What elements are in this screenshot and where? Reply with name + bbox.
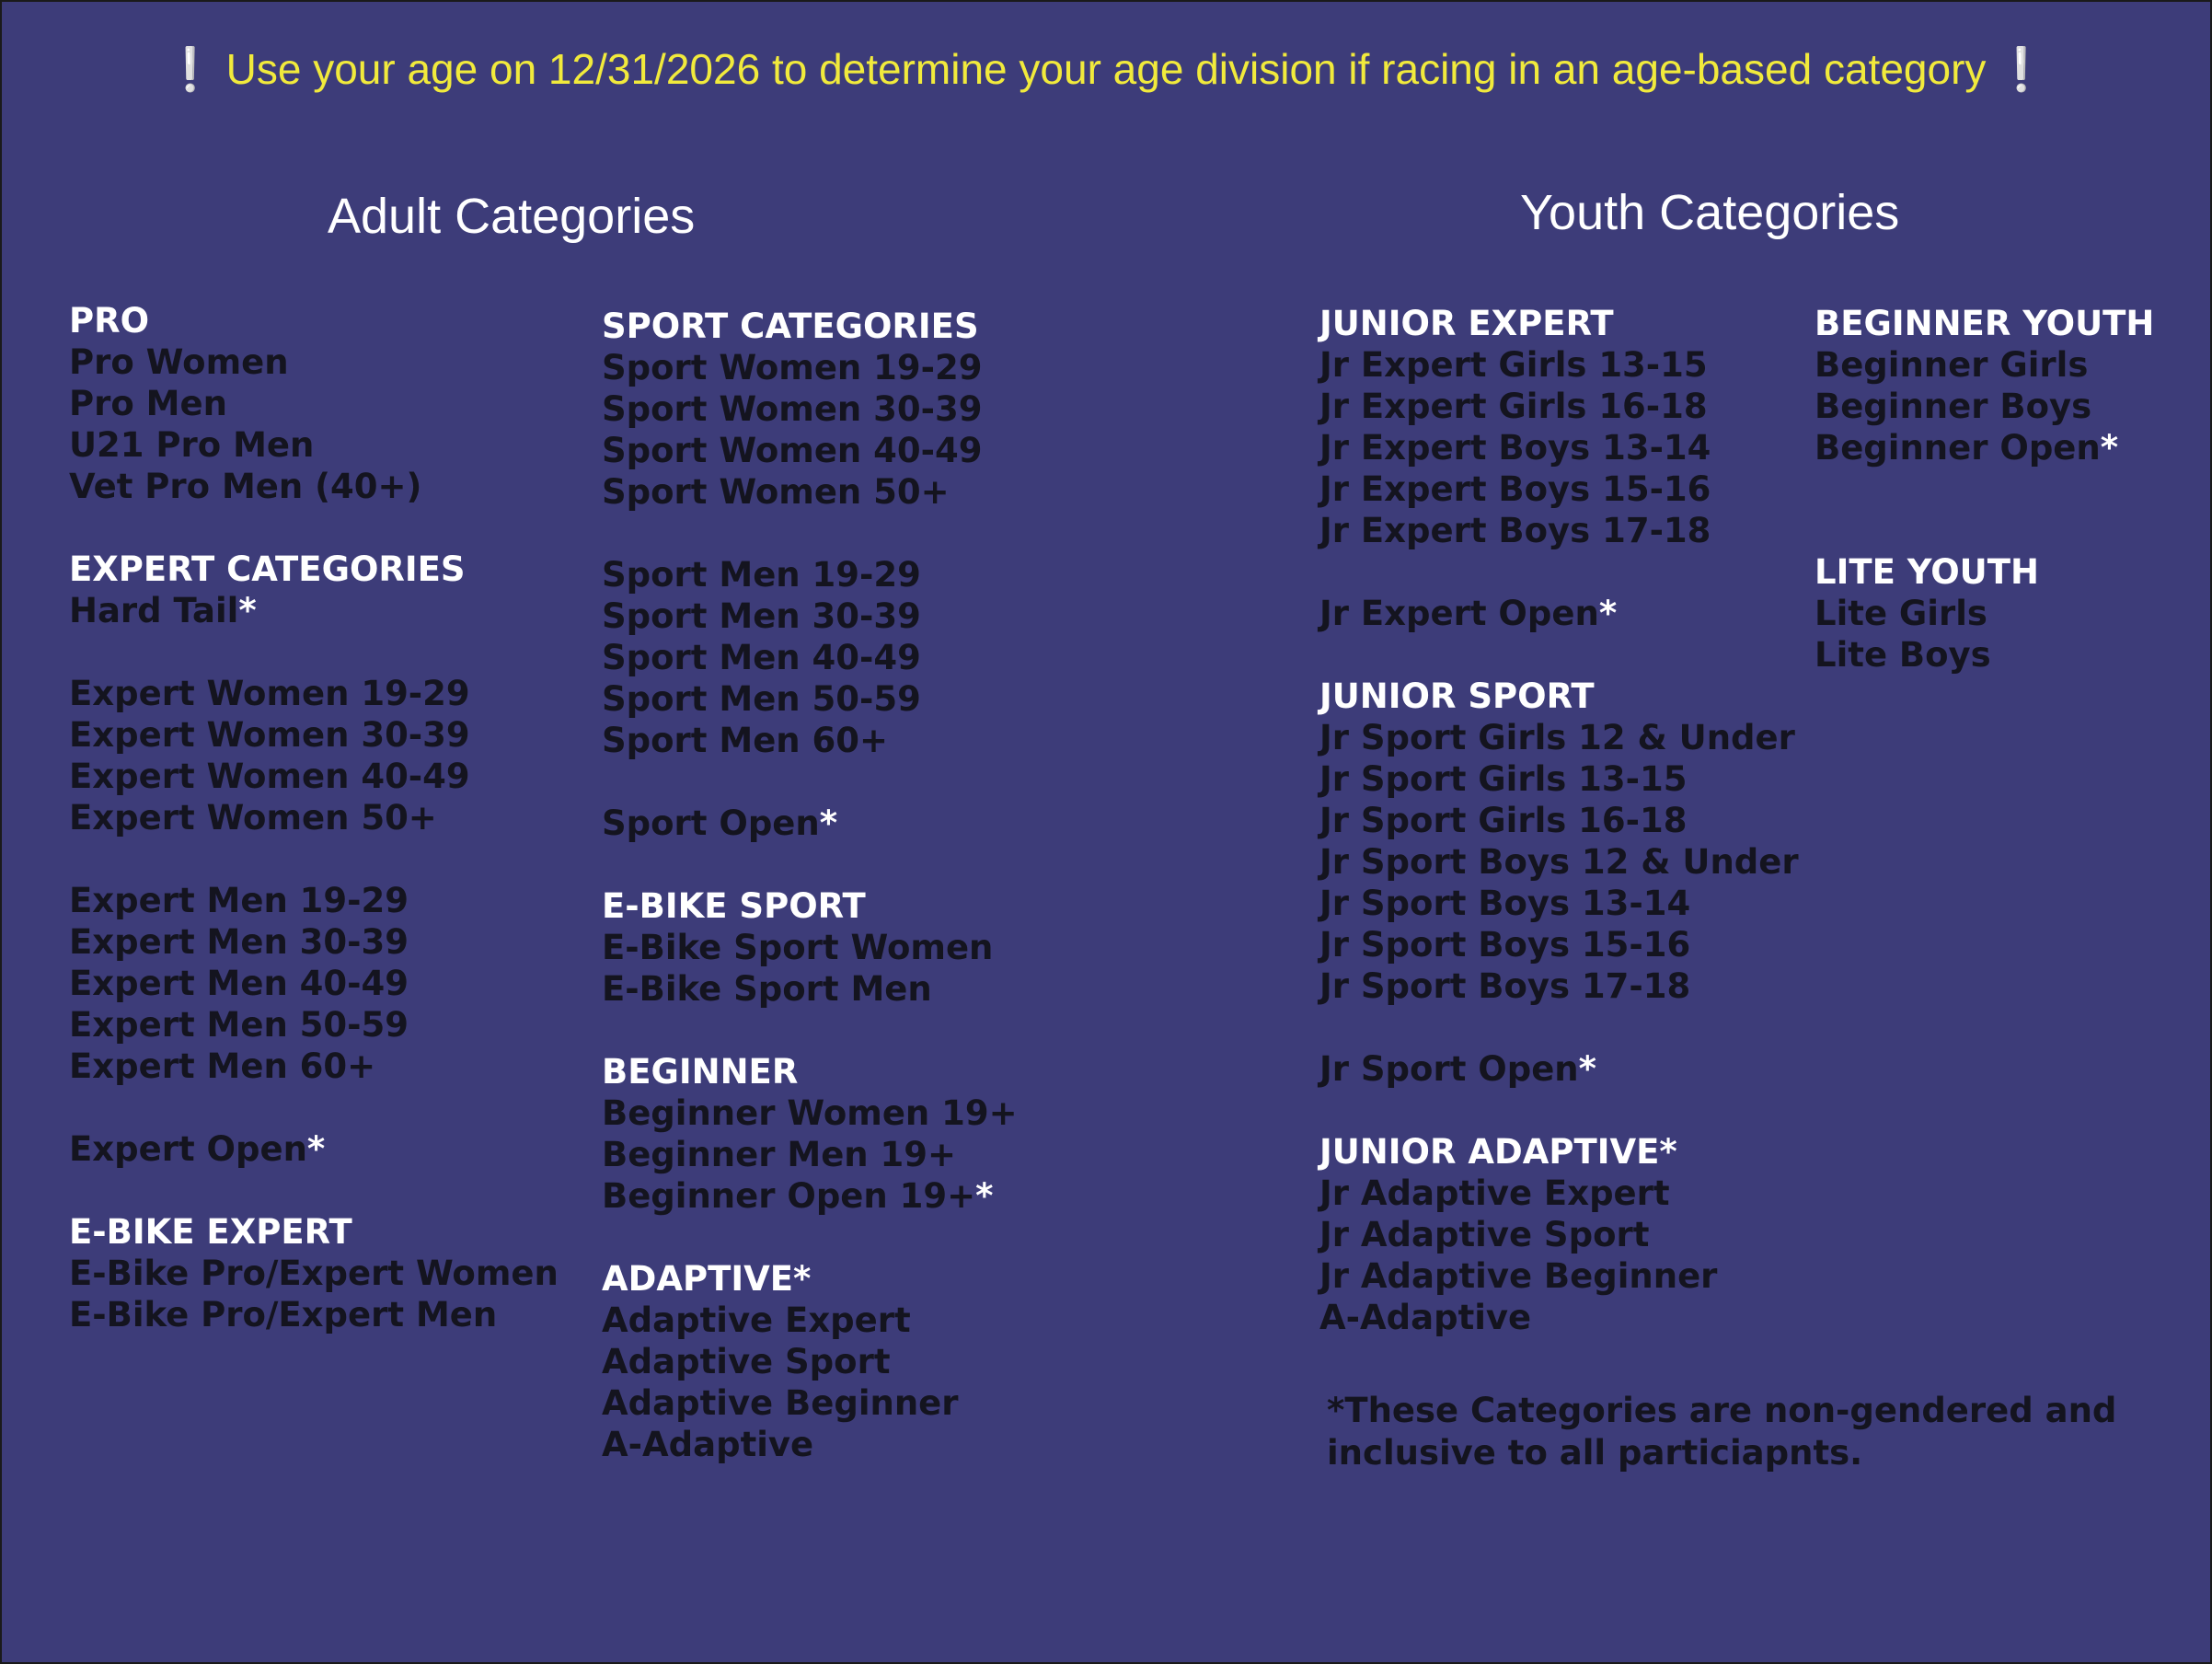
expert-categories-heading: EXPERT CATEGORIES xyxy=(69,549,466,589)
category-item: Sport Men 19-29 xyxy=(602,555,921,595)
category-item: Vet Pro Men (40+) xyxy=(69,467,422,506)
category-item: Expert Women 30-39 xyxy=(69,715,470,755)
category-item: Sport Men 50-59 xyxy=(602,679,921,719)
category-item: Expert Men 40-49 xyxy=(69,964,409,1003)
category-item: Jr Adaptive Sport xyxy=(1319,1215,1650,1254)
category-item: Jr Sport Girls 12 & Under xyxy=(1319,718,1795,757)
category-item: Jr Sport Girls 16-18 xyxy=(1319,801,1688,840)
lite-youth-heading: LITE YOUTH xyxy=(1815,552,2039,592)
category-item: Sport Men 30-39 xyxy=(602,596,921,636)
non-gendered-footnote xyxy=(1327,1390,2116,1474)
youth-column-2 xyxy=(1815,303,2154,676)
category-item: Jr Sport Boys 17-18 xyxy=(1319,966,1691,1006)
category-item: Pro Men xyxy=(69,384,227,423)
beginner-youth-heading: BEGINNER YOUTH xyxy=(1815,304,2155,343)
category-item: E-Bike Pro/Expert Men xyxy=(69,1295,498,1335)
category-item: Hard Tail* xyxy=(69,591,257,630)
category-item: Expert Men 19-29 xyxy=(69,881,409,920)
category-item: Jr Adaptive Expert xyxy=(1319,1173,1670,1213)
category-item: Jr Expert Boys 13-14 xyxy=(1319,428,1711,468)
category-item: Beginner Men 19+ xyxy=(602,1135,956,1174)
category-item: Beginner Boys xyxy=(1815,387,2092,426)
category-item: E-Bike Pro/Expert Women xyxy=(69,1254,559,1293)
exclamation-icon: ❕ xyxy=(1995,45,2048,93)
ebike-expert-heading: E-BIKE EXPERT xyxy=(69,1212,352,1252)
category-item: Jr Expert Boys 15-16 xyxy=(1319,469,1711,509)
category-item: Beginner Girls xyxy=(1815,345,2089,385)
category-item: A-Adaptive xyxy=(1319,1298,1532,1337)
non-gendered-marker: * xyxy=(306,1129,326,1169)
junior-sport-heading: JUNIOR SPORT xyxy=(1319,676,1595,716)
ebike-sport-heading: E-BIKE SPORT xyxy=(602,886,866,926)
category-item: Jr Sport Boys 12 & Under xyxy=(1319,842,1799,882)
adaptive-heading: ADAPTIVE* xyxy=(602,1259,812,1299)
adult-column-2 xyxy=(602,306,1018,1465)
non-gendered-marker: * xyxy=(2100,428,2119,468)
category-item: Beginner Women 19+ xyxy=(602,1093,1018,1133)
category-item: Jr Sport Open* xyxy=(1319,1049,1596,1089)
youth-column-1 xyxy=(1319,303,1799,1338)
footnote-line-1: *These Categories are non-gendered and xyxy=(1327,1391,2117,1430)
category-item: Adaptive Beginner xyxy=(602,1383,959,1423)
category-item: Sport Women 40-49 xyxy=(602,431,983,470)
category-item: Jr Adaptive Beginner xyxy=(1319,1256,1718,1296)
category-item: Jr Expert Girls 13-15 xyxy=(1319,345,1708,385)
adult-categories-title: Adult Categories xyxy=(328,189,696,244)
category-item: Jr Sport Boys 13-14 xyxy=(1319,884,1691,923)
category-item: Expert Women 50+ xyxy=(69,798,437,838)
age-notice xyxy=(0,44,2212,95)
category-item: Expert Women 40-49 xyxy=(69,757,470,796)
category-item: Jr Sport Girls 13-15 xyxy=(1319,759,1688,799)
category-item: Adaptive Sport xyxy=(602,1342,891,1381)
beginner-heading: BEGINNER xyxy=(602,1052,799,1092)
category-item: Expert Women 19-29 xyxy=(69,674,470,713)
junior-expert-heading: JUNIOR EXPERT xyxy=(1319,304,1614,343)
non-gendered-marker: * xyxy=(1598,594,1618,633)
category-item: E-Bike Sport Women xyxy=(602,928,994,967)
category-item: Pro Women xyxy=(69,342,289,382)
category-item: Jr Sport Boys 15-16 xyxy=(1319,925,1691,965)
category-item: Adaptive Expert xyxy=(602,1300,911,1340)
category-item: Sport Women 30-39 xyxy=(602,389,983,429)
age-notice-text: Use your age on 12/31/2026 to determine your age division if racing in an age-based category xyxy=(225,45,1987,93)
category-item: Sport Men 40-49 xyxy=(602,638,921,677)
non-gendered-marker: * xyxy=(238,591,257,630)
category-item: Expert Men 60+ xyxy=(69,1046,376,1086)
category-item: Sport Women 50+ xyxy=(602,472,950,512)
category-item: Expert Men 50-59 xyxy=(69,1005,409,1045)
category-item: Expert Open* xyxy=(69,1129,326,1169)
category-item: A-Adaptive xyxy=(602,1425,814,1464)
category-item: Beginner Open* xyxy=(1815,428,2119,468)
category-item: Lite Girls xyxy=(1815,594,1987,633)
category-item: Sport Men 60+ xyxy=(602,721,888,760)
category-item: Sport Open* xyxy=(602,803,838,843)
category-item: Jr Expert Boys 17-18 xyxy=(1319,511,1711,550)
category-item: E-Bike Sport Men xyxy=(602,969,932,1009)
non-gendered-marker: * xyxy=(1578,1049,1596,1089)
exclamation-icon: ❕ xyxy=(164,45,217,93)
pro-heading: PRO xyxy=(69,301,150,341)
category-item: Jr Expert Girls 16-18 xyxy=(1319,387,1708,426)
category-item: Beginner Open 19+* xyxy=(602,1176,994,1216)
category-item: Sport Women 19-29 xyxy=(602,348,983,387)
category-item: Expert Men 30-39 xyxy=(69,922,409,962)
footnote-line-2: inclusive to all particiapnts. xyxy=(1327,1433,1863,1473)
non-gendered-marker: * xyxy=(975,1176,994,1216)
junior-adaptive-heading: JUNIOR ADAPTIVE* xyxy=(1319,1132,1677,1172)
sport-categories-heading: SPORT CATEGORIES xyxy=(602,306,979,346)
adult-column-1 xyxy=(69,300,559,1335)
category-item: Lite Boys xyxy=(1815,635,1991,675)
non-gendered-marker: * xyxy=(819,803,838,843)
category-item: Jr Expert Open* xyxy=(1319,594,1618,633)
youth-categories-title: Youth Categories xyxy=(1520,185,1900,240)
category-item: U21 Pro Men xyxy=(69,425,315,465)
